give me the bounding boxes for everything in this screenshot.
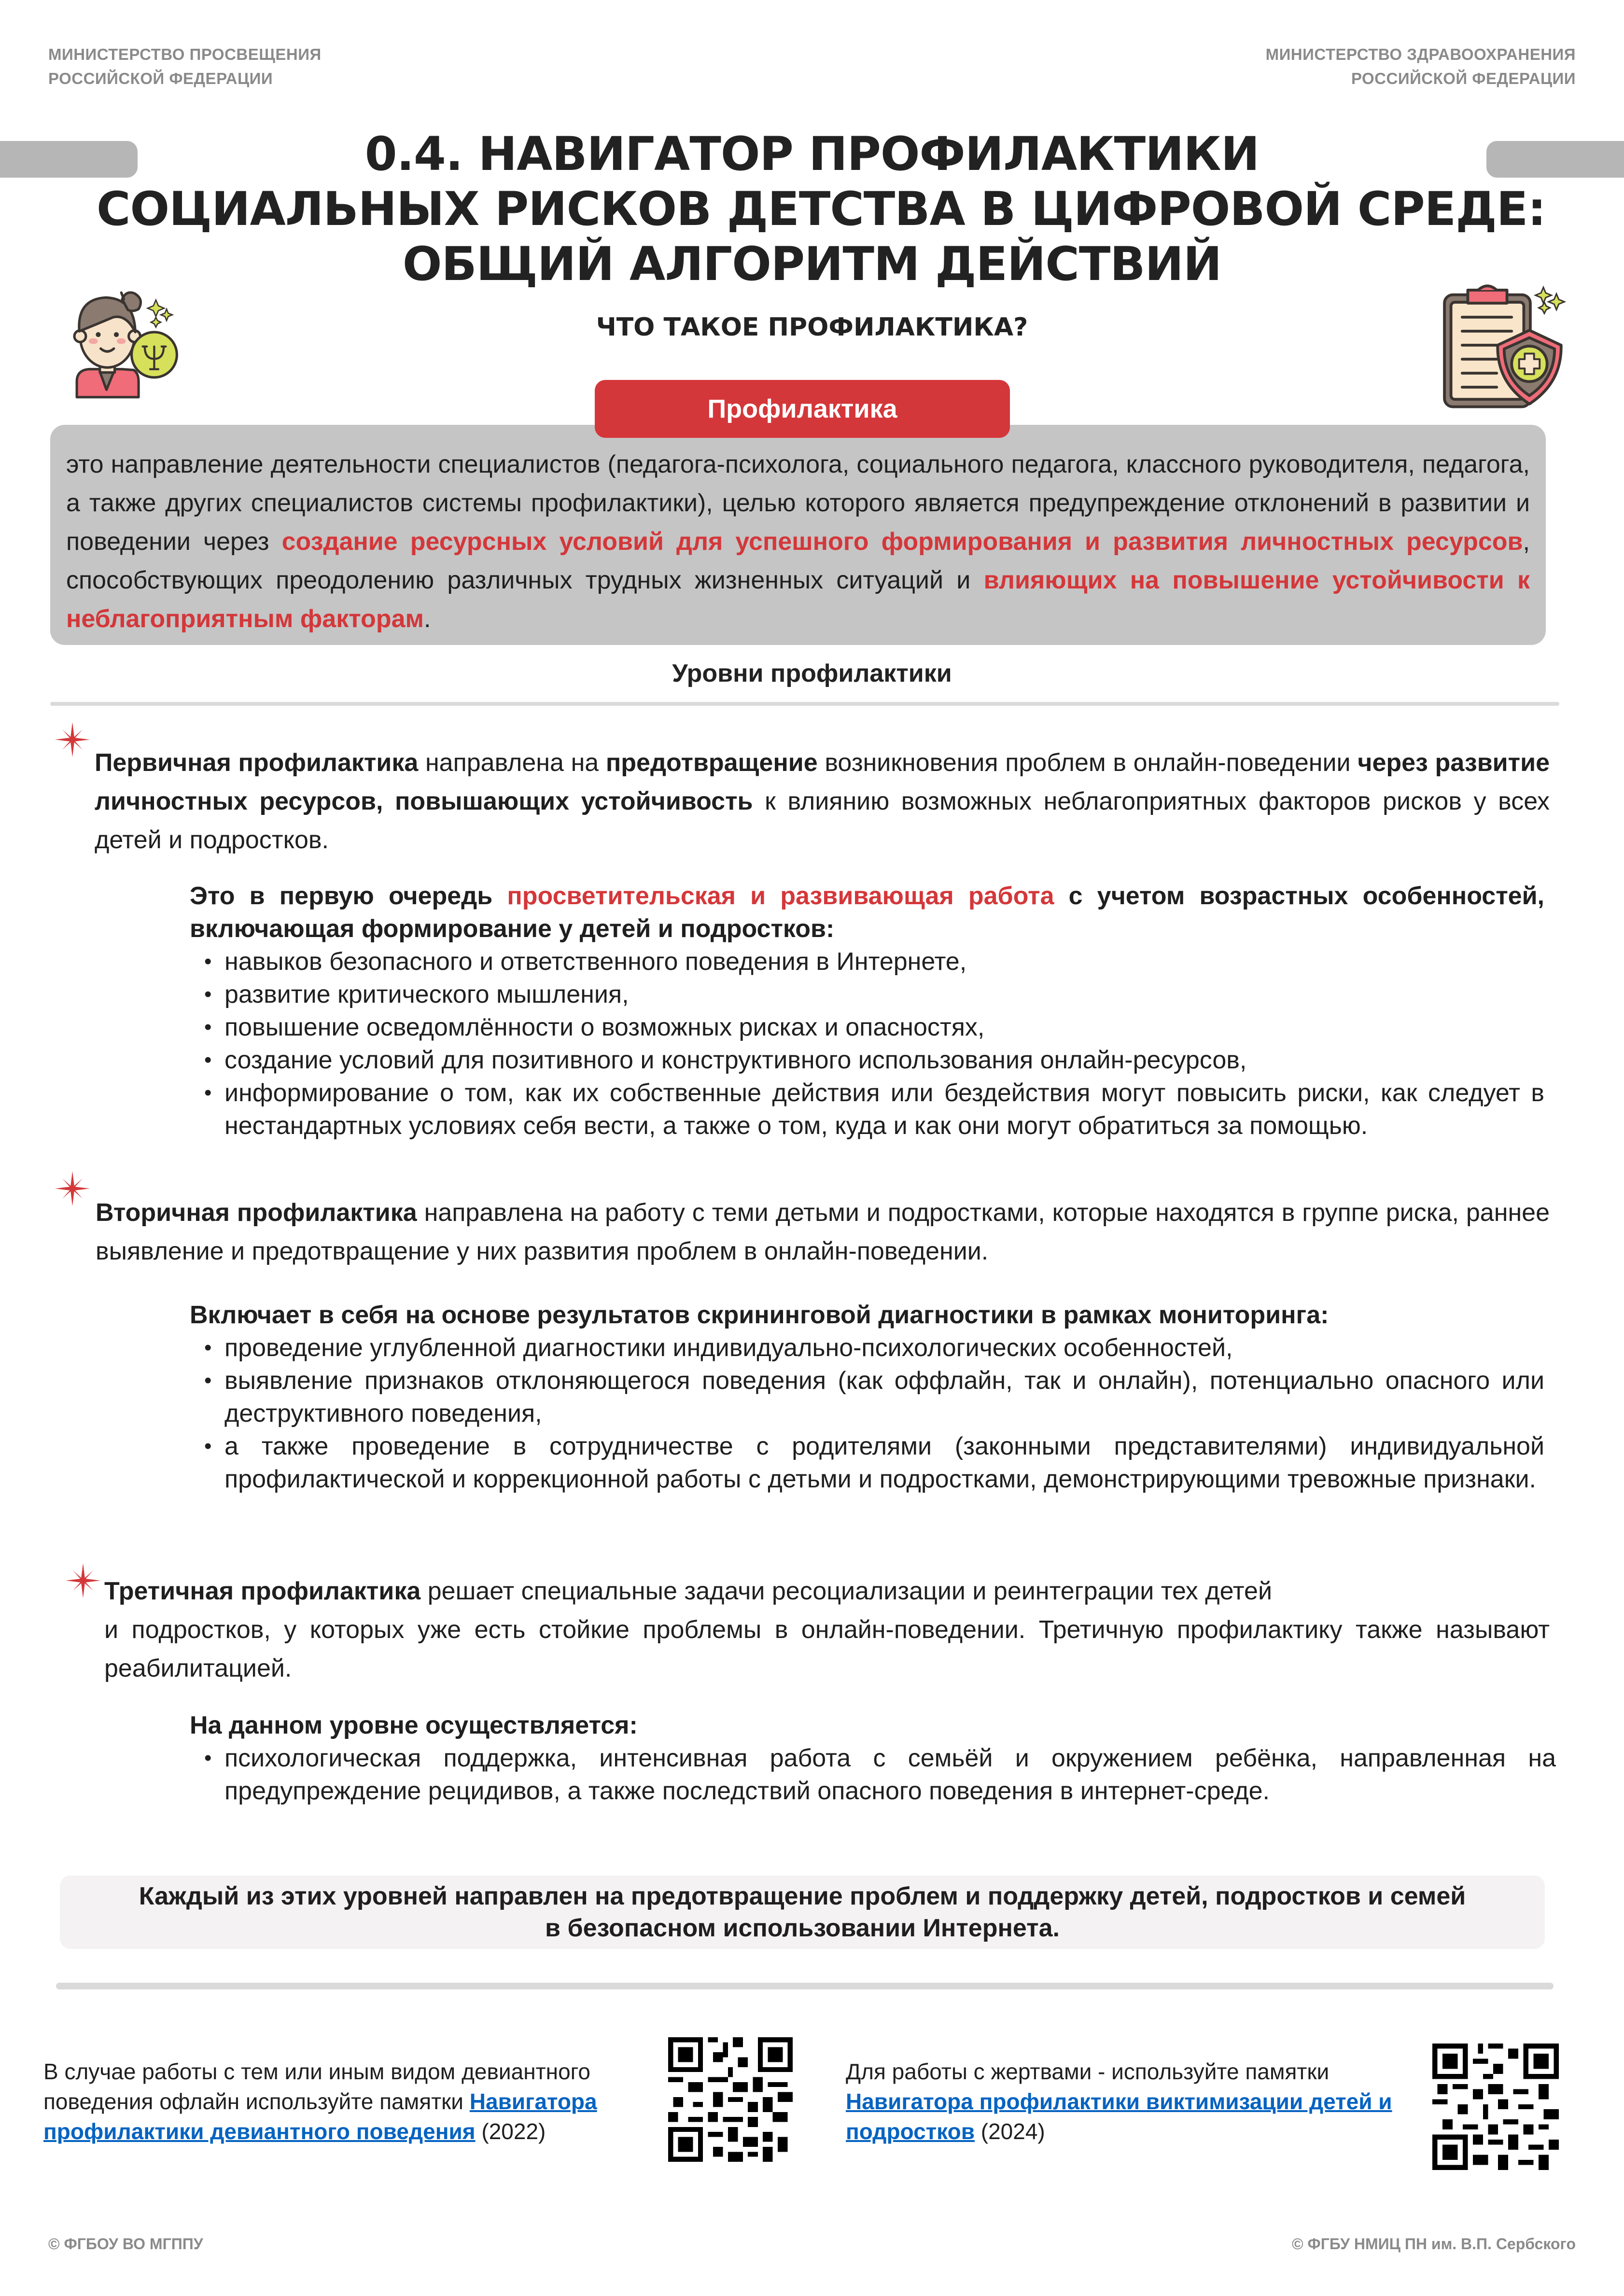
secondary-subheading: Включает в себя на основе результатов скрининговой диагностики в рамках мониторинга: [190,1301,1329,1329]
list-item: • психологическая поддержка, интенсивная работа с семьёй и окружением ребёнка, направленная на предупреждение рецидивов, а также последствий опасного поведения в интернет-среде. [202,1742,1556,1807]
secondary-text: направлена на работу с теми детьми и подростками, которые находятся в группе риска, раннее выявление и предотвращение у них развития проблем в онлайн-поведении. [96,1199,1550,1265]
resource-left-year: (2022) [475,2119,546,2144]
list-item: • а также проведение в сотрудничестве с родителями (законными представителями) индивидуальной профилактической и коррекционной работы с детьми и подростками, демонстрирующими тревожные признаки. [202,1430,1544,1496]
list-item: • выявление признаков отклоняющегося поведения (как оффлайн, так и онлайн), потенциально опасного или деструктивного поведения, [202,1364,1544,1430]
primary-subsection [190,880,1544,1142]
primary-subheading-part-2: с учетом возрастных особенностей, включающая формирование у детей и подростков: [190,882,1544,943]
resource-left [43,2057,652,2146]
psychologist-woman-icon [60,270,200,410]
secondary-bullet-list [202,1331,1544,1496]
tertiary-text-line-1: решает специальные задачи ресоциализации и реинтеграции тех детей [420,1577,1272,1605]
list-item: • развитие критического мышления, [202,978,1544,1011]
primary-subheading [190,880,1544,945]
victimization-navigator-link[interactable]: Навигатора профилактики виктимизации детей и подростков [846,2089,1392,2144]
list-item: • навыков безопасного и ответственного поведения в Интернете, [202,945,1544,978]
tertiary-subheading: На данном уровне осуществляется: [190,1711,638,1739]
title-line-3: ОБЩИЙ АЛГОРИТМ ДЕЙСТВИЙ [402,237,1222,291]
star-bullet-icon [65,1562,101,1599]
star-bullet-icon [54,1170,91,1207]
summary-box [60,1876,1545,1949]
tertiary-subsection [190,1709,1556,1807]
definition-highlight-1: создание ресурсных условий для успешного формирования и развития личностных ресурсов [281,528,1523,556]
primary-text-3: к влиянию возможных неблагоприятных факторов рисков у всех детей и подростков. [95,787,1550,854]
list-item: • проведение углубленной диагностики индивидуально-психологических особенностей, [202,1331,1544,1364]
deviant-behavior-navigator-link[interactable]: Навигатора профилактики девиантного поведения [43,2089,597,2144]
list-item: • создание условий для позитивного и конструктивного использования онлайн-ресурсов, [202,1044,1544,1077]
summary-line-1: Каждый из этих уровней направлен на предотвращение проблем и поддержку детей, подростков и семей [139,1882,1466,1910]
tertiary-prevention-first-line [104,1572,1550,1610]
definition-text-part-3: . [423,605,431,633]
primary-text-2: возникновения проблем в онлайн-поведении [817,749,1358,777]
tertiary-prevention-name: Третичная профилактика [104,1577,421,1605]
copyright-right: © ФГБУ НМИЦ ПН им. В.П. Сербского [1291,2235,1576,2253]
primary-bold-1: предотвращение [605,749,818,777]
section-subtitle: ЧТО ТАКОЕ ПРОФИЛАКТИКА? [596,313,1028,342]
primary-prevention-name: Первичная профилактика [95,749,419,777]
definition-label: Профилактика [595,380,1010,438]
tertiary-bullet-list [202,1742,1556,1807]
secondary-prevention-name: Вторичная профилактика [96,1199,417,1227]
primary-subheading-highlight: просветительская и развивающая работа [507,882,1054,910]
definition-box [50,425,1546,645]
star-bullet-icon [54,721,91,758]
title-line-2: СОЦИАЛЬНЫХ РИСКОВ ДЕТСТВА В ЦИФРОВОЙ СРЕДЕ: [97,182,1546,236]
ministry-right-line-2: РОССИЙСКОЙ ФЕДЕРАЦИИ [1351,70,1576,87]
primary-bold-2: через развитие личностных ресурсов, повышающих устойчивость [95,749,1550,815]
ministry-left-line-1: МИНИСТЕРСТВО ПРОСВЕЩЕНИЯ [48,45,322,63]
tertiary-prevention-paragraph: и подростков, у которых уже есть стойкие проблемы в онлайн-поведении. Третичную профилактику также называют реабилитацией. [104,1616,1550,1682]
primary-subheading-part-1: Это в первую очередь [190,882,507,910]
secondary-prevention-paragraph [96,1193,1550,1271]
clipboard-shield-icon [1431,275,1571,415]
secondary-subsection [190,1299,1544,1496]
qr-code-deviant-behavior[interactable] [668,2037,793,2162]
list-item: • информирование о том, как их собственные действия или бездействия могут повысить риски, как следует в нестандартных условиях себя вести, а также о том, куда и как они могут обратиться за помощью. [202,1077,1544,1142]
definition-text-part-1: это направление деятельности специалистов (педагога-психолога, социального педагога, классного руководителя, педагога, а также других специалистов системы профилактики), целью которого является предупреждение отклонений в развитии и поведении через [66,450,1530,556]
primary-prevention-paragraph [95,743,1550,859]
divider-top [50,702,1559,706]
page-title [97,126,1546,292]
definition-text-part-2: , способствующих преодолению различных трудных жизненных ситуаций и [66,528,1530,594]
resource-right [846,2057,1425,2146]
ministry-education-label [48,42,322,91]
primary-text-1: направлена на [418,749,606,777]
ministry-right-line-1: МИНИСТЕРСТВО ЗДРАВООХРАНЕНИЯ [1265,45,1576,63]
summary-line-2: в безопасном использовании Интернета. [545,1914,1060,1942]
ministry-health-label [1266,42,1576,91]
resource-right-year: (2024) [974,2119,1045,2144]
qr-code-victimization[interactable] [1432,2044,1559,2170]
resource-right-text: Для работы с жертвами - используйте памятки [846,2059,1330,2084]
divider-bottom [56,1983,1554,1989]
definition-text [66,445,1530,638]
resource-left-text: В случае работы с тем или иным видом девиантного поведения офлайн используйте памятки [43,2059,591,2114]
primary-bullet-list [202,945,1544,1142]
list-item: • повышение осведомлённости о возможных рисках и опасностях, [202,1011,1544,1044]
title-line-1: 0.4. НАВИГАТОР ПРОФИЛАКТИКИ [364,127,1260,181]
copyright-left: © ФГБОУ ВО МГППУ [48,2235,203,2253]
definition-highlight-2: влияющих на повышение устойчивости к неблагоприятным факторам [66,566,1530,633]
ministry-left-line-2: РОССИЙСКОЙ ФЕДЕРАЦИИ [48,70,273,87]
levels-heading: Уровни профилактики [672,659,952,687]
